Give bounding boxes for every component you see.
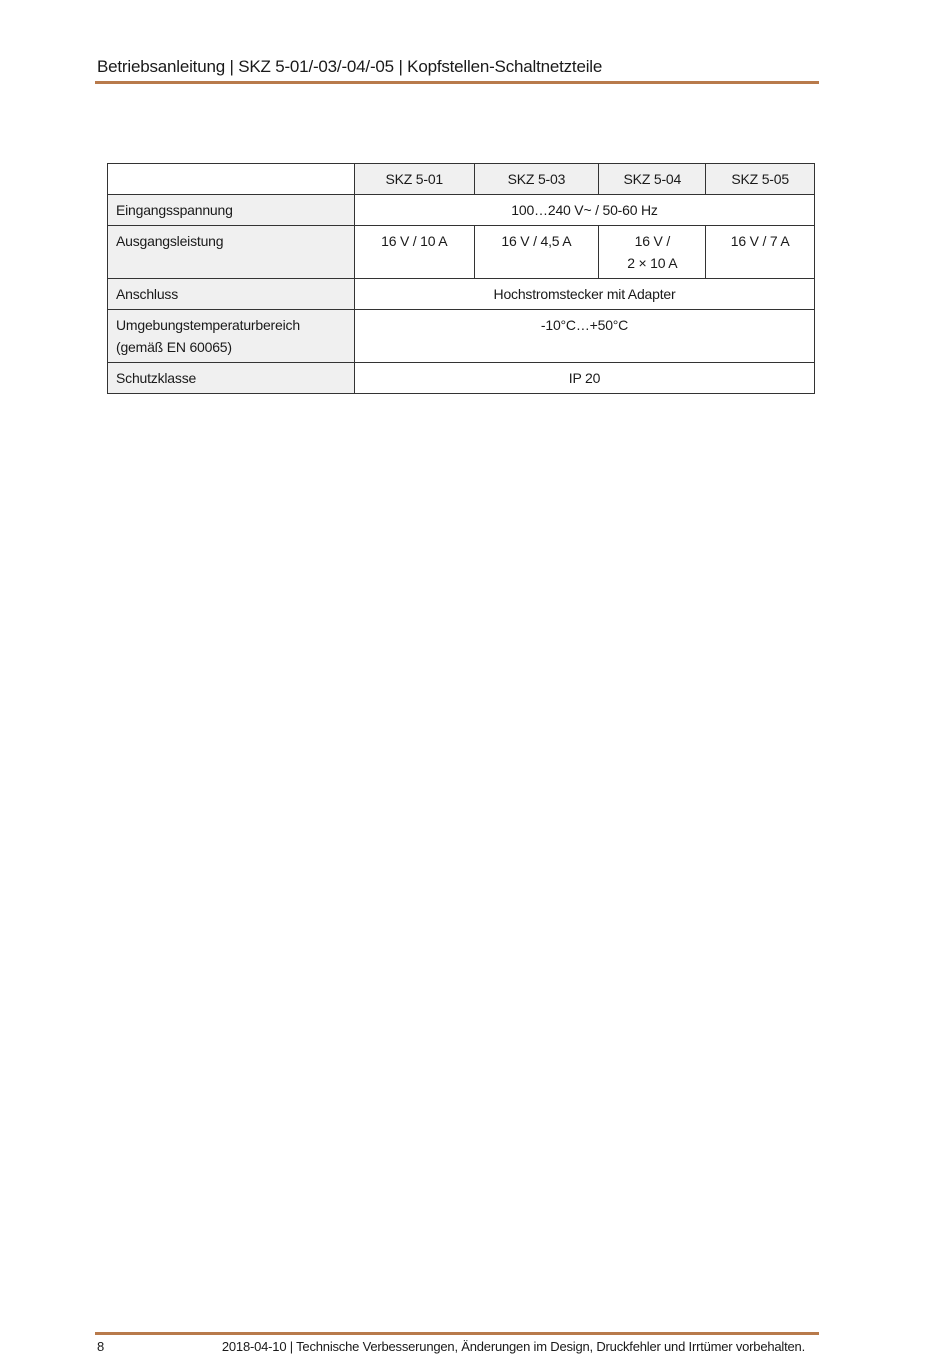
value-line: 16 V / 10 A xyxy=(381,233,448,249)
table-corner-cell xyxy=(108,164,355,195)
row-label-schutzklasse: Schutzklasse xyxy=(108,363,355,394)
table-header-row xyxy=(108,164,815,195)
value-ausgangsleistung-skz-5-03 xyxy=(474,226,599,279)
value-ausgangsleistung-skz-5-01 xyxy=(355,226,475,279)
footer-divider xyxy=(95,1332,819,1335)
specifications-table xyxy=(107,163,815,394)
row-label-umgebungstemperatur xyxy=(108,310,355,363)
value-line: 16 V / 7 A xyxy=(730,233,790,249)
value-line: 16 V / xyxy=(634,233,671,249)
table-row-umgebungstemperatur xyxy=(108,310,815,363)
label-line: (gemäß EN 60065) xyxy=(116,339,232,355)
label-line: Umgebungstemperaturbereich xyxy=(116,317,300,333)
table-row-schutzklasse xyxy=(108,363,815,394)
column-header-skz-5-01: SKZ 5-01 xyxy=(355,164,475,195)
footer-disclaimer: 2018-04-10 | Technische Verbesserungen, Änderungen im Design, Druckfehler und Irrtümer vorbehalten. xyxy=(221,1339,805,1354)
value-line: 2 × 10 A xyxy=(627,255,678,271)
column-header-skz-5-05: SKZ 5-05 xyxy=(706,164,815,195)
value-line: 16 V / 4,5 A xyxy=(501,233,572,249)
row-label-ausgangsleistung: Ausgangsleistung xyxy=(108,226,355,279)
page-number: 8 xyxy=(97,1339,105,1354)
table-row-anschluss xyxy=(108,279,815,310)
value-anschluss: Hochstromstecker mit Adapter xyxy=(355,279,815,310)
value-eingangsspannung: 100…240 V~ / 50-60 Hz xyxy=(355,195,815,226)
row-label-eingangsspannung: Eingangsspannung xyxy=(108,195,355,226)
table-row-eingangsspannung xyxy=(108,195,815,226)
value-schutzklasse: IP 20 xyxy=(355,363,815,394)
value-ausgangsleistung-skz-5-04 xyxy=(599,226,706,279)
column-header-skz-5-04: SKZ 5-04 xyxy=(599,164,706,195)
value-umgebungstemperatur: -10°C…+50°C xyxy=(355,310,815,363)
row-label-anschluss: Anschluss xyxy=(108,279,355,310)
column-header-skz-5-03: SKZ 5-03 xyxy=(474,164,599,195)
table-row-ausgangsleistung xyxy=(108,226,815,279)
header-divider xyxy=(95,81,819,84)
value-ausgangsleistung-skz-5-05 xyxy=(706,226,815,279)
page-header-title: Betriebsanleitung | SKZ 5-01/-03/-04/-05 | Kopfstellen-Schaltnetzteile xyxy=(97,57,603,76)
